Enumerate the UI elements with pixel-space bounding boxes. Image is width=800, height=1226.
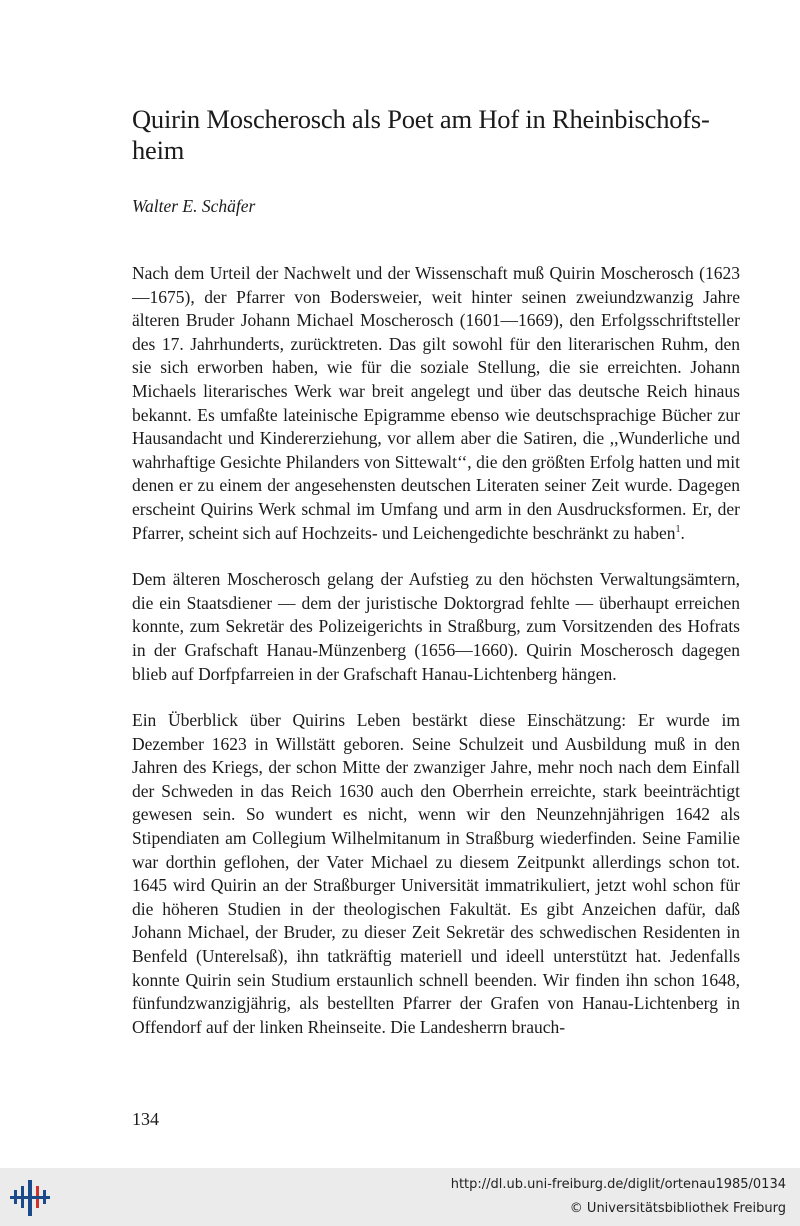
title-line-2: heim — [132, 135, 185, 165]
paragraph-1-text: Nach dem Urteil der Nachwelt und der Wissenschaft muß Quirin Moscherosch (1623—1675), der Pfarrer von Bodersweier, weit hinter seinen zweiundzwanzig Jahre älteren Bruder Johann Michael Moscherosch (1601—1669), den Erfolgsschriftsteller des 17. Jahrhunderts, zurücktreten. Das gilt sowohl für den literarischen Ruhm, den sie sich erworben haben, wie für die soziale Stellung, die sie erreichten. Johann Michaels literarisches Werk war breit angelegt und über das deutsche Reich hinaus bekannt. Es umfaßte lateinische Epigramme ebenso wie deutschsprachige Bücher zur Hausandacht und Kindererziehung, vor allem aber die Satiren, die ,,Wunderliche und wahrhaftige Gesichte Philanders von Sittewalt‘‘, die den größten Erfolg hatten und mit denen er zu einem der angesehensten deutschen Literaten seiner Zeit wurde. Dagegen erscheint Quirins Werk schmal im Umfang und arm in den Ausdrucksformen. Er, der Pfarrer, scheint sich auf Hochzeits- und Leichengedichte beschränkt zu haben — [132, 263, 740, 543]
paragraph-2: Dem älteren Moscherosch gelang der Aufstieg zu den höchsten Verwaltungsämtern, die ein Staatsdiener — dem der juristische Doktorgrad fehlte — überhaupt erreichen konnte, zum Sekretär des Polizeigerichts in Straßburg, zum Vorsitzenden des Hofrats in der Grafschaft Hanau-Münzenberg (1656—1660). Quirin Moscherosch dagegen blieb auf Dorfpfarreien in der Grafschaft Hanau-Lichtenberg hängen. — [132, 569, 740, 684]
paragraph-1-end: . — [680, 522, 685, 543]
footer-bar — [0, 1168, 800, 1226]
ub-freiburg-logo-icon[interactable] — [10, 1178, 50, 1218]
paragraph-3: Ein Überblick über Quirins Leben bestärkt diese Einschätzung: Er wurde im Dezember 1623 in Willstätt geboren. Seine Schulzeit und Ausbildung muß in den Jahren des Kriegs, der schon Mitte der zwanziger Jahre, mehr noch nach dem Einfall der Schweden in das Reich 1630 auch den Oberrhein erreichte, stark beeinträchtigt gewesen sein. So wundert es nicht, wenn wir den Neunzehnjährigen 1642 als Stipendiaten am Collegium Wilhelmitanum in Straßburg wiederfinden. Seine Familie war dorthin geflohen, der Vater Michael zu diesem Zeitpunkt allerdings schon tot. 1645 wird Quirin an der Straßburger Universität immatrikuliert, jetzt wohl schon für die höheren Studien in der theologischen Fakultät. Es gibt Anzeichen dafür, daß Johann Michael, der Bruder, zu dieser Zeit Sekretär des schwedischen Residenten in Benfeld (Unterelsaß), ihn tatkräftig materiell und ideell unterstützt hat. Jedenfalls konnte Quirin sein Studium erstaunlich schnell beenden. Wir finden ihn schon 1648, fünfundzwanzigjährig, als bestellten Pfarrer der Grafen von Hanau-Lichtenberg in Offendorf auf der linken Rheinseite. Die Landesherrn brauch- — [132, 710, 740, 1037]
title-line-1: Quirin Moscherosch als Poet am Hof in Rheinbischofs- — [132, 104, 710, 134]
paragraph-1 — [132, 262, 740, 545]
page-number: 134 — [132, 1109, 159, 1129]
footer-url-link[interactable]: http://dl.ub.uni-freiburg.de/diglit/ortenau1985/0134 — [450, 1177, 786, 1192]
author-name: Walter E. Schäfer — [132, 196, 256, 216]
footnote-ref[interactable]: 1 — [675, 523, 681, 535]
article-title — [132, 104, 740, 166]
article — [132, 104, 740, 1039]
footer-copyright: © Universitätsbibliothek Freiburg — [569, 1201, 786, 1216]
